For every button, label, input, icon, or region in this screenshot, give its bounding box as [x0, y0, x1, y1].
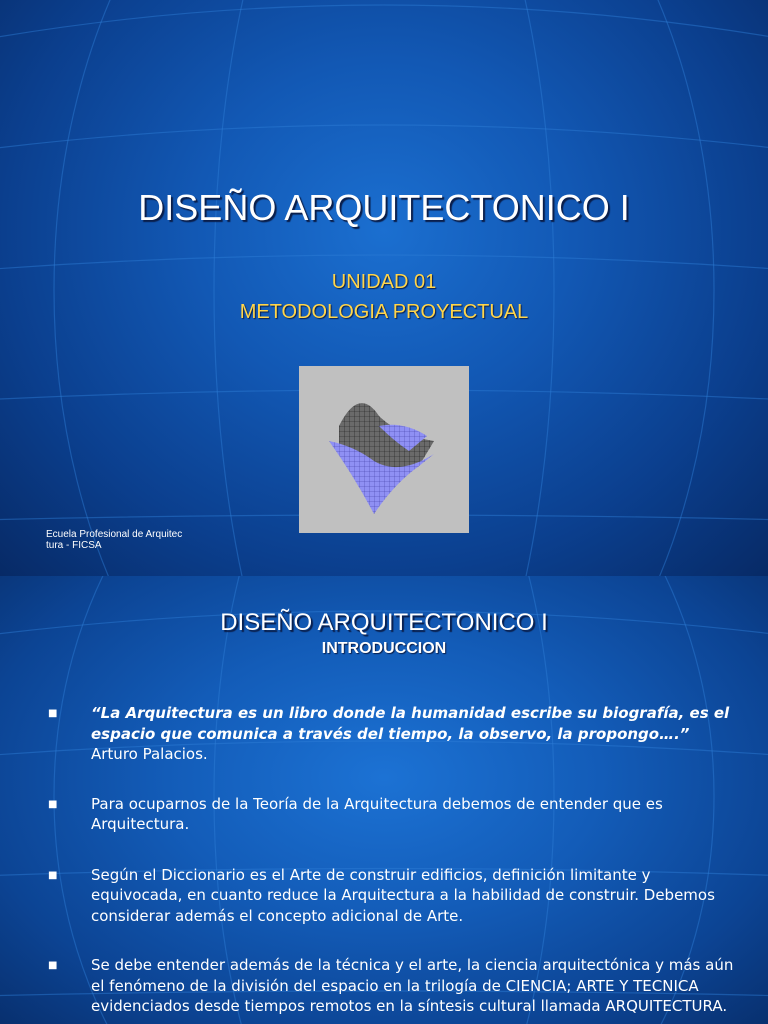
bullet-marker: ■: [48, 869, 58, 881]
slide-subtitle: INTRODUCCION: [321, 640, 447, 657]
quote-author: Arturo Palacios.: [91, 745, 208, 763]
slide-subtitle: METODOLOGIA PROYECTUAL: [239, 301, 529, 323]
bullet-text: Según el Diccionario es el Arte de construir edificios, definición limitante y equivocada, en cuanto reduce la Arquitectura a la habilidad de construir. Debemos considerar además el concepto adicional de Arte.: [91, 865, 715, 925]
footer-text: [46, 529, 226, 551]
slide-title: DISEÑO ARQUITECTONICO I: [138, 187, 630, 228]
school-name: Ecuela Profesional de Arquitec tura - FICSA: [46, 529, 183, 551]
bullet-item: [46, 865, 736, 927]
unit-label: UNIDAD 01: [331, 271, 437, 293]
introduction-slide: [0, 576, 768, 1024]
bullet-item: [46, 794, 736, 835]
3d-surface-mesh-icon: [299, 366, 469, 533]
bullet-marker: ■: [48, 798, 58, 810]
quote-text: “La Arquitectura es un libro donde la humanidad escribe su biografía, es el espacio que comunica a través del tiempo, la observo, la propongo….”: [91, 704, 730, 743]
bullet-list: [46, 703, 736, 1017]
slide-title: DISEÑO ARQUITECTONICO I: [220, 609, 548, 636]
bullet-marker: ■: [48, 960, 58, 971]
bullet-text: Para ocuparnos de la Teoría de la Arquitectura debemos de entender que es Arquitectura.: [91, 794, 663, 833]
bullet-text: Se debe entender además de la técnica y el arte, la ciencia arquitectónica y más aún el fenómeno de la división del espacio en la trilogía de CIENCIA; ARTE Y TECNICA evidenciados desde tiempos remotos en la síntesis cultural llamada ARQUITECTURA.: [91, 956, 734, 1015]
bullet-item: [46, 703, 736, 765]
surface-mesh-image: [299, 366, 469, 533]
bullet-item: [46, 955, 736, 1017]
bullet-marker: ■: [48, 708, 58, 719]
